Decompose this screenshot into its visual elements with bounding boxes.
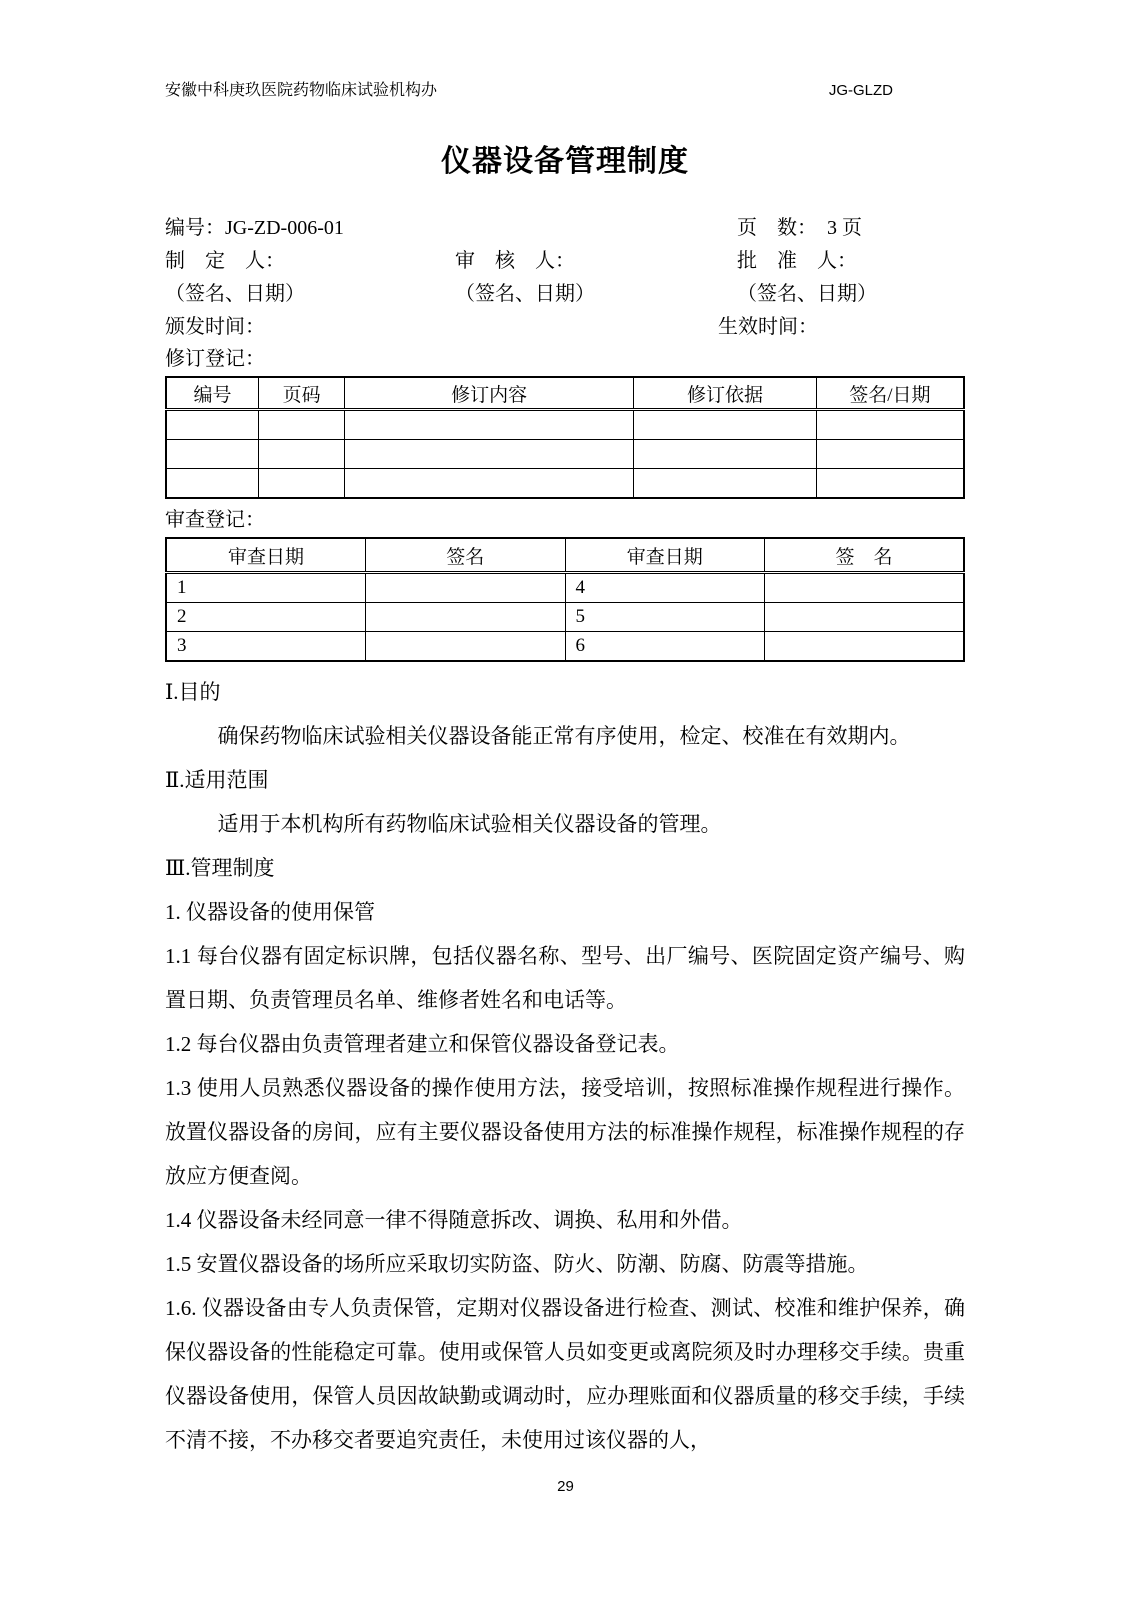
revision-col-page: 页码 bbox=[259, 377, 345, 410]
table-cell bbox=[634, 410, 817, 440]
table-cell: 5 bbox=[565, 603, 765, 632]
meta-spacer bbox=[455, 311, 737, 344]
revision-row bbox=[166, 440, 964, 469]
meta-issue-time-label: 颁发时间： bbox=[165, 316, 265, 338]
header-doc-code: JG-GLZD bbox=[828, 82, 893, 99]
document-title: 仪器设备管理制度 bbox=[441, 145, 689, 178]
table-cell bbox=[816, 440, 964, 469]
page-number: 29 bbox=[557, 1478, 574, 1495]
table-cell bbox=[345, 440, 634, 469]
review-col-date-2: 审查日期 bbox=[565, 538, 765, 573]
review-row bbox=[166, 632, 964, 662]
paragraph-purpose: 确保药物临床试验相关仪器设备能正常有序使用，检定、校准在有效期内。 bbox=[217, 724, 911, 748]
revision-header-row bbox=[166, 377, 964, 410]
table-cell bbox=[345, 410, 634, 440]
table-cell: 6 bbox=[565, 632, 765, 662]
review-table bbox=[165, 537, 965, 662]
table-cell bbox=[166, 440, 259, 469]
revision-col-number: 编号 bbox=[166, 377, 259, 410]
review-header-row bbox=[166, 538, 964, 573]
section-heading-purpose: Ⅰ.目的 bbox=[165, 680, 221, 704]
meta-sign-date-1: （签名、日期） bbox=[165, 283, 305, 305]
table-cell bbox=[366, 632, 566, 662]
meta-block bbox=[165, 212, 965, 344]
table-cell bbox=[765, 632, 965, 662]
rule-item-1-6: 1.6. 仪器设备由专人负责保管，定期对仪器设备进行检查、测试、校准和维护保养，确保仪器设备的性能稳定可靠。使用或保管人员如变更或离院须及时办理移交手续。贵重仪器设备使用，保管人员因故缺勤或调动时，应办理账面和仪器质量的移交手续，手续不清不接，不办移交者要追究责任，未使用过该仪器的人， bbox=[165, 1296, 965, 1452]
table-cell bbox=[765, 573, 965, 603]
paragraph-scope: 适用于本机构所有药物临床试验相关仪器设备的管理。 bbox=[217, 812, 722, 836]
table-cell bbox=[634, 440, 817, 469]
header-org-name: 安徽中科庚玖医院药物临床试验机构办 bbox=[165, 82, 438, 99]
table-cell bbox=[345, 469, 634, 499]
section-heading-rules: Ⅲ.管理制度 bbox=[165, 856, 275, 880]
revision-row bbox=[166, 469, 964, 499]
review-table-label: 审查登记： bbox=[165, 509, 265, 531]
revision-col-sign-date: 签名/日期 bbox=[816, 377, 964, 410]
table-cell: 4 bbox=[565, 573, 765, 603]
review-col-date-1: 审查日期 bbox=[166, 538, 366, 573]
meta-sign-date-3: （签名、日期） bbox=[737, 283, 877, 305]
table-cell bbox=[765, 603, 965, 632]
table-cell: 2 bbox=[166, 603, 366, 632]
meta-page-count: 页 数： 3 页 bbox=[737, 217, 862, 239]
table-cell bbox=[816, 469, 964, 499]
table-cell bbox=[166, 469, 259, 499]
table-cell bbox=[259, 410, 345, 440]
rule-item-1-4: 1.4 仪器设备未经同意一律不得随意拆改、调换、私用和外借。 bbox=[165, 1208, 743, 1232]
meta-effective-time-label: 生效时间： bbox=[718, 316, 818, 338]
review-row bbox=[166, 603, 964, 632]
revision-table-label: 修订登记： bbox=[165, 348, 265, 370]
table-cell: 3 bbox=[166, 632, 366, 662]
revision-col-content: 修订内容 bbox=[345, 377, 634, 410]
rule-item-1-2: 1.2 每台仪器由负责管理者建立和保管仪器设备登记表。 bbox=[165, 1032, 680, 1056]
page-header bbox=[165, 0, 965, 102]
rule-item-1: 1. 仪器设备的使用保管 bbox=[165, 900, 375, 924]
table-cell bbox=[366, 573, 566, 603]
revision-col-basis: 修订依据 bbox=[634, 377, 817, 410]
review-col-sign-2: 签 名 bbox=[765, 538, 965, 573]
table-cell bbox=[366, 603, 566, 632]
rule-item-1-5: 1.5 安置仪器设备的场所应采取切实防盗、防火、防潮、防腐、防震等措施。 bbox=[165, 1252, 869, 1276]
review-col-sign-1: 签名 bbox=[366, 538, 566, 573]
meta-doc-number: 编号：JG-ZD-006-01 bbox=[165, 217, 344, 239]
review-row bbox=[166, 573, 964, 603]
meta-sign-date-2: （签名、日期） bbox=[455, 283, 595, 305]
revision-table bbox=[165, 376, 965, 499]
section-heading-scope: Ⅱ.适用范围 bbox=[165, 768, 269, 792]
meta-maker-label: 制 定 人： bbox=[165, 250, 285, 272]
table-cell bbox=[166, 410, 259, 440]
meta-reviewer-label: 审 核 人： bbox=[455, 250, 575, 272]
table-cell bbox=[259, 440, 345, 469]
rule-item-1-1: 1.1 每台仪器有固定标识牌，包括仪器名称、型号、出厂编号、医院固定资产编号、购置日期、负责管理员名单、维修者姓名和电话等。 bbox=[165, 944, 965, 1012]
document-body bbox=[165, 670, 965, 1462]
table-cell: 1 bbox=[166, 573, 366, 603]
rule-item-1-3: 1.3 使用人员熟悉仪器设备的操作使用方法，接受培训，按照标准操作规程进行操作。放置仪器设备的房间，应有主要仪器设备使用方法的标准操作规程，标准操作规程的存放应方便查阅。 bbox=[165, 1076, 965, 1188]
table-cell bbox=[259, 469, 345, 499]
table-cell bbox=[634, 469, 817, 499]
meta-approver-label: 批 准 人： bbox=[737, 250, 857, 272]
revision-row bbox=[166, 410, 964, 440]
table-cell bbox=[816, 410, 964, 440]
